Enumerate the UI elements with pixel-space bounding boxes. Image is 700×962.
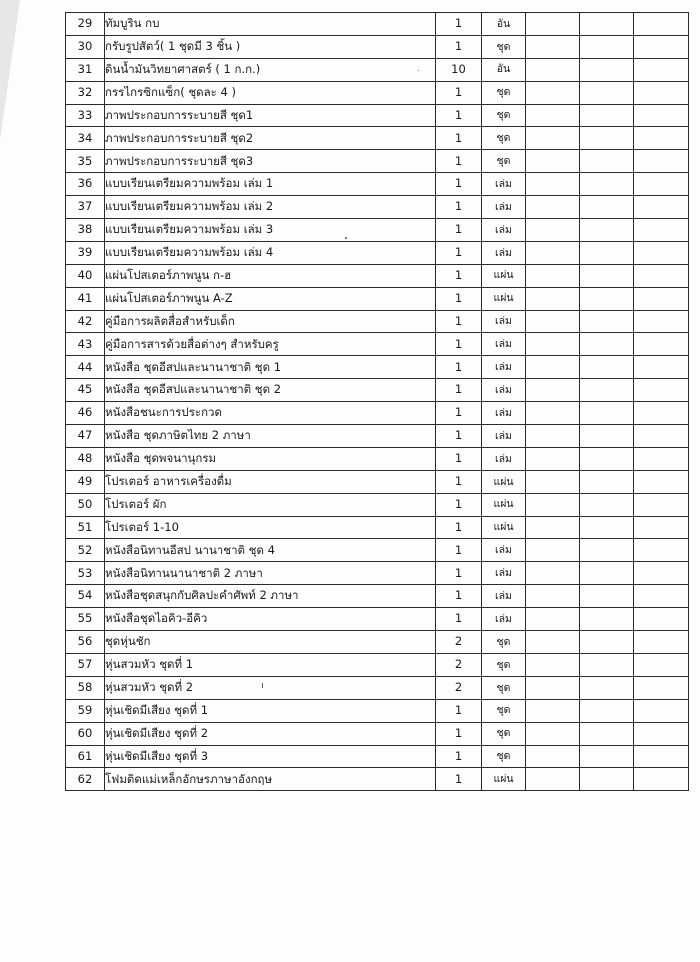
row-number: 44: [66, 356, 105, 379]
item-unit: ชุด: [482, 699, 526, 722]
empty-cell: [634, 81, 689, 104]
item-quantity: 1: [436, 722, 482, 745]
table-row: [66, 516, 689, 539]
empty-cell: [526, 493, 580, 516]
empty-cell: [526, 264, 580, 287]
empty-cell: [580, 676, 634, 699]
scan-corner-shadow: [0, 0, 20, 140]
row-number: 42: [66, 310, 105, 333]
item-name: หนังสือ ชุดอีสปและนานาชาติ ชุด 2: [105, 379, 436, 402]
empty-cell: [580, 310, 634, 333]
empty-cell: [526, 425, 580, 448]
table-body: [66, 13, 689, 791]
empty-cell: [580, 745, 634, 768]
item-quantity: 1: [436, 379, 482, 402]
table-row: [66, 310, 689, 333]
item-quantity: 1: [436, 173, 482, 196]
empty-cell: [634, 676, 689, 699]
row-number: 40: [66, 264, 105, 287]
item-unit: แผ่น: [482, 470, 526, 493]
item-unit: เล่ม: [482, 562, 526, 585]
item-name: หุ่นเชิดมีเสียง ชุดที่ 2: [105, 722, 436, 745]
empty-cell: [634, 104, 689, 127]
row-number: 43: [66, 333, 105, 356]
item-unit: เล่ม: [482, 173, 526, 196]
row-number: 41: [66, 287, 105, 310]
empty-cell: [580, 653, 634, 676]
empty-cell: [634, 745, 689, 768]
table-row: [66, 196, 689, 219]
empty-cell: [526, 768, 580, 791]
empty-cell: [580, 264, 634, 287]
table-row: [66, 287, 689, 310]
empty-cell: [634, 493, 689, 516]
table-row: [66, 333, 689, 356]
item-quantity: 1: [436, 81, 482, 104]
item-unit: เล่ม: [482, 425, 526, 448]
table-row: [66, 35, 689, 58]
empty-cell: [580, 699, 634, 722]
item-unit: อัน: [482, 58, 526, 81]
row-number: 34: [66, 127, 105, 150]
item-name: หนังสือนิทานนานาชาติ 2 ภาษา: [105, 562, 436, 585]
item-name: หนังสือ ชุดภาษิตไทย 2 ภาษา: [105, 425, 436, 448]
empty-cell: [526, 219, 580, 242]
empty-cell: [634, 379, 689, 402]
row-number: 45: [66, 379, 105, 402]
empty-cell: [580, 768, 634, 791]
empty-cell: [526, 608, 580, 631]
table-row: [66, 539, 689, 562]
item-quantity: 1: [436, 402, 482, 425]
item-unit: เล่ม: [482, 402, 526, 425]
item-unit: แผ่น: [482, 287, 526, 310]
item-name: ทัมบูริน กบ: [105, 13, 436, 36]
item-unit: แผ่น: [482, 264, 526, 287]
empty-cell: [580, 585, 634, 608]
empty-cell: [580, 58, 634, 81]
empty-cell: [526, 58, 580, 81]
item-name: หุ่นเชิดมีเสียง ชุดที่ 3: [105, 745, 436, 768]
table-row: [66, 402, 689, 425]
row-number: 37: [66, 196, 105, 219]
empty-cell: [634, 35, 689, 58]
item-quantity: 1: [436, 35, 482, 58]
row-number: 60: [66, 722, 105, 745]
item-unit: ชุด: [482, 631, 526, 654]
table-row: [66, 379, 689, 402]
item-name: หุ่นเชิดมีเสียง ชุดที่ 1: [105, 699, 436, 722]
item-quantity: 1: [436, 745, 482, 768]
item-name: หนังสือนิทานอีสป นานาชาติ ชุด 4: [105, 539, 436, 562]
empty-cell: [580, 379, 634, 402]
item-name: หุ่นสวมหัว ชุดที่ 1: [105, 653, 436, 676]
item-unit: เล่ม: [482, 447, 526, 470]
row-number: 46: [66, 402, 105, 425]
item-name: ชุดหุ่นชัก: [105, 631, 436, 654]
empty-cell: [526, 333, 580, 356]
empty-cell: [634, 310, 689, 333]
empty-cell: [580, 333, 634, 356]
empty-cell: [580, 287, 634, 310]
table-row: [66, 447, 689, 470]
empty-cell: [634, 127, 689, 150]
item-name: แบบเรียนเตรียมความพร้อม เล่ม 2: [105, 196, 436, 219]
table-row: [66, 219, 689, 242]
empty-cell: [580, 447, 634, 470]
empty-cell: [526, 470, 580, 493]
item-quantity: 1: [436, 539, 482, 562]
empty-cell: [634, 13, 689, 36]
empty-cell: [580, 722, 634, 745]
item-quantity: 1: [436, 333, 482, 356]
item-unit: ชุด: [482, 104, 526, 127]
table-row: [66, 356, 689, 379]
row-number: 38: [66, 219, 105, 242]
empty-cell: [526, 287, 580, 310]
empty-cell: [634, 447, 689, 470]
item-quantity: 2: [436, 631, 482, 654]
row-number: 33: [66, 104, 105, 127]
row-number: 30: [66, 35, 105, 58]
empty-cell: [526, 585, 580, 608]
empty-cell: [634, 58, 689, 81]
item-name: กรับรูปสัตว์( 1 ชุดมี 3 ชิ้น ): [105, 35, 436, 58]
empty-cell: [580, 516, 634, 539]
table-row: [66, 58, 689, 81]
empty-cell: [526, 13, 580, 36]
row-number: 56: [66, 631, 105, 654]
row-number: 29: [66, 13, 105, 36]
empty-cell: [526, 539, 580, 562]
table-row: [66, 150, 689, 173]
empty-cell: [634, 356, 689, 379]
table-row: [66, 608, 689, 631]
item-unit: ชุด: [482, 35, 526, 58]
item-quantity: 1: [436, 219, 482, 242]
item-unit: เล่ม: [482, 241, 526, 264]
row-number: 51: [66, 516, 105, 539]
empty-cell: [634, 333, 689, 356]
item-name: แผ่นโปสเตอร์ภาพนูน A-Z: [105, 287, 436, 310]
item-quantity: 1: [436, 264, 482, 287]
item-quantity: 1: [436, 608, 482, 631]
empty-cell: [580, 241, 634, 264]
empty-cell: [580, 539, 634, 562]
row-number: 31: [66, 58, 105, 81]
empty-cell: [634, 768, 689, 791]
empty-cell: [580, 81, 634, 104]
row-number: 48: [66, 447, 105, 470]
empty-cell: [580, 402, 634, 425]
empty-cell: [634, 516, 689, 539]
empty-cell: [580, 150, 634, 173]
row-number: 35: [66, 150, 105, 173]
empty-cell: [634, 196, 689, 219]
table-row: [66, 745, 689, 768]
item-name: ภาพประกอบการระบายสี ชุด1: [105, 104, 436, 127]
empty-cell: [634, 402, 689, 425]
item-name: ดินน้ำมันวิทยาศาสตร์ ( 1 ก.ก.): [105, 58, 436, 81]
empty-cell: [580, 219, 634, 242]
empty-cell: [526, 516, 580, 539]
item-unit: ชุด: [482, 81, 526, 104]
item-name: แบบเรียนเตรียมความพร้อม เล่ม 3: [105, 219, 436, 242]
item-name: หนังสือชุดไอคิว-อีคิว: [105, 608, 436, 631]
empty-cell: [634, 425, 689, 448]
item-name: โปรเตอร์ 1-10: [105, 516, 436, 539]
item-name: คู่มือการผลิตสื่อสำหรับเด็ก: [105, 310, 436, 333]
item-quantity: 1: [436, 516, 482, 539]
empty-cell: [580, 425, 634, 448]
table-row: [66, 562, 689, 585]
empty-cell: [526, 379, 580, 402]
empty-cell: [526, 104, 580, 127]
empty-cell: [526, 241, 580, 264]
item-unit: เล่ม: [482, 539, 526, 562]
empty-cell: [526, 676, 580, 699]
item-unit: แผ่น: [482, 768, 526, 791]
item-unit: เล่ม: [482, 219, 526, 242]
item-quantity: 1: [436, 104, 482, 127]
row-number: 50: [66, 493, 105, 516]
item-name: หนังสือชุดสนุกกับศิลปะคำศัพท์ 2 ภาษา: [105, 585, 436, 608]
row-number: 32: [66, 81, 105, 104]
empty-cell: [526, 81, 580, 104]
item-unit: แผ่น: [482, 516, 526, 539]
row-number: 49: [66, 470, 105, 493]
empty-cell: [634, 264, 689, 287]
empty-cell: [634, 608, 689, 631]
row-number: 59: [66, 699, 105, 722]
table-row: [66, 676, 689, 699]
item-quantity: 1: [436, 470, 482, 493]
equipment-table: [65, 12, 689, 791]
item-name: หนังสือ ชุดอีสปและนานาชาติ ชุด 1: [105, 356, 436, 379]
row-number: 53: [66, 562, 105, 585]
item-unit: ชุด: [482, 150, 526, 173]
item-quantity: 2: [436, 676, 482, 699]
item-unit: เล่ม: [482, 333, 526, 356]
item-unit: เล่ม: [482, 356, 526, 379]
empty-cell: [634, 470, 689, 493]
scan-speck: [262, 683, 263, 688]
row-number: 54: [66, 585, 105, 608]
scan-speck: [345, 237, 347, 239]
item-name: ภาพประกอบการระบายสี ชุด3: [105, 150, 436, 173]
item-name: หุ่นสวมหัว ชุดที่ 2: [105, 676, 436, 699]
item-name: แผ่นโปสเตอร์ภาพนูน ก-ฮ: [105, 264, 436, 287]
item-quantity: 1: [436, 562, 482, 585]
empty-cell: [634, 585, 689, 608]
item-quantity: 2: [436, 653, 482, 676]
empty-cell: [634, 653, 689, 676]
item-quantity: 1: [436, 493, 482, 516]
empty-cell: [526, 722, 580, 745]
empty-cell: [580, 356, 634, 379]
empty-cell: [526, 447, 580, 470]
item-unit: เล่ม: [482, 608, 526, 631]
empty-cell: [526, 310, 580, 333]
row-number: 36: [66, 173, 105, 196]
item-quantity: 1: [436, 310, 482, 333]
item-unit: ชุด: [482, 745, 526, 768]
table-row: [66, 470, 689, 493]
empty-cell: [580, 562, 634, 585]
item-unit: เล่ม: [482, 310, 526, 333]
row-number: 61: [66, 745, 105, 768]
empty-cell: [580, 196, 634, 219]
item-quantity: 1: [436, 13, 482, 36]
table-row: [66, 81, 689, 104]
item-name: ภาพประกอบการระบายสี ชุด2: [105, 127, 436, 150]
item-name: โปรเตอร์ ผัก: [105, 493, 436, 516]
empty-cell: [580, 173, 634, 196]
item-unit: เล่ม: [482, 585, 526, 608]
item-quantity: 1: [436, 425, 482, 448]
item-unit: แผ่น: [482, 493, 526, 516]
table-row: [66, 631, 689, 654]
item-quantity: 1: [436, 356, 482, 379]
empty-cell: [634, 699, 689, 722]
item-unit: ชุด: [482, 127, 526, 150]
item-name: โฟมติดแม่เหล็กอักษรภาษาอังกฤษ: [105, 768, 436, 791]
table-row: [66, 127, 689, 150]
item-unit: เล่ม: [482, 379, 526, 402]
empty-cell: [634, 631, 689, 654]
item-name: หนังสือชนะการประกวด: [105, 402, 436, 425]
table-row: [66, 104, 689, 127]
empty-cell: [634, 539, 689, 562]
table-row: [66, 425, 689, 448]
table-row: [66, 699, 689, 722]
empty-cell: [526, 150, 580, 173]
empty-cell: [526, 745, 580, 768]
item-quantity: 10: [436, 58, 482, 81]
row-number: 47: [66, 425, 105, 448]
empty-cell: [526, 127, 580, 150]
item-quantity: 1: [436, 699, 482, 722]
empty-cell: [634, 287, 689, 310]
table-row: [66, 653, 689, 676]
empty-cell: [580, 35, 634, 58]
empty-cell: [634, 219, 689, 242]
row-number: 58: [66, 676, 105, 699]
empty-cell: [580, 631, 634, 654]
table-row: [66, 13, 689, 36]
empty-cell: [580, 608, 634, 631]
table-row: [66, 264, 689, 287]
empty-cell: [526, 653, 580, 676]
item-name: แบบเรียนเตรียมความพร้อม เล่ม 4: [105, 241, 436, 264]
item-unit: อัน: [482, 13, 526, 36]
empty-cell: [526, 356, 580, 379]
empty-cell: [580, 13, 634, 36]
empty-cell: [634, 241, 689, 264]
item-unit: ชุด: [482, 676, 526, 699]
empty-cell: [580, 127, 634, 150]
row-number: 39: [66, 241, 105, 264]
table-row: [66, 768, 689, 791]
table-row: [66, 722, 689, 745]
item-name: กรรไกรซิกแซ็ก( ชุดละ 4 ): [105, 81, 436, 104]
empty-cell: [526, 562, 580, 585]
row-number: 52: [66, 539, 105, 562]
row-number: 57: [66, 653, 105, 676]
empty-cell: [526, 699, 580, 722]
empty-cell: [580, 470, 634, 493]
row-number: 55: [66, 608, 105, 631]
item-unit: เล่ม: [482, 196, 526, 219]
table-row: [66, 241, 689, 264]
item-name: โปรเตอร์ อาหารเครื่องดื่ม: [105, 470, 436, 493]
empty-cell: [634, 150, 689, 173]
item-quantity: 1: [436, 150, 482, 173]
item-unit: ชุด: [482, 722, 526, 745]
empty-cell: [634, 562, 689, 585]
item-unit: ชุด: [482, 653, 526, 676]
empty-cell: [526, 631, 580, 654]
item-quantity: 1: [436, 287, 482, 310]
item-name: คู่มือการสารด้วยสื่อต่างๆ สำหรับครู: [105, 333, 436, 356]
item-name: แบบเรียนเตรียมความพร้อม เล่ม 1: [105, 173, 436, 196]
empty-cell: [580, 493, 634, 516]
table-row: [66, 585, 689, 608]
table-row: [66, 493, 689, 516]
item-quantity: 1: [436, 585, 482, 608]
empty-cell: [526, 35, 580, 58]
scan-speck: [418, 70, 419, 71]
item-quantity: 1: [436, 241, 482, 264]
item-name: หนังสือ ชุดพจนานุกรม: [105, 447, 436, 470]
item-quantity: 1: [436, 768, 482, 791]
item-quantity: 1: [436, 447, 482, 470]
empty-cell: [634, 722, 689, 745]
empty-cell: [526, 173, 580, 196]
empty-cell: [526, 196, 580, 219]
table-row: [66, 173, 689, 196]
item-quantity: 1: [436, 196, 482, 219]
empty-cell: [526, 402, 580, 425]
empty-cell: [580, 104, 634, 127]
empty-cell: [634, 173, 689, 196]
row-number: 62: [66, 768, 105, 791]
item-quantity: 1: [436, 127, 482, 150]
